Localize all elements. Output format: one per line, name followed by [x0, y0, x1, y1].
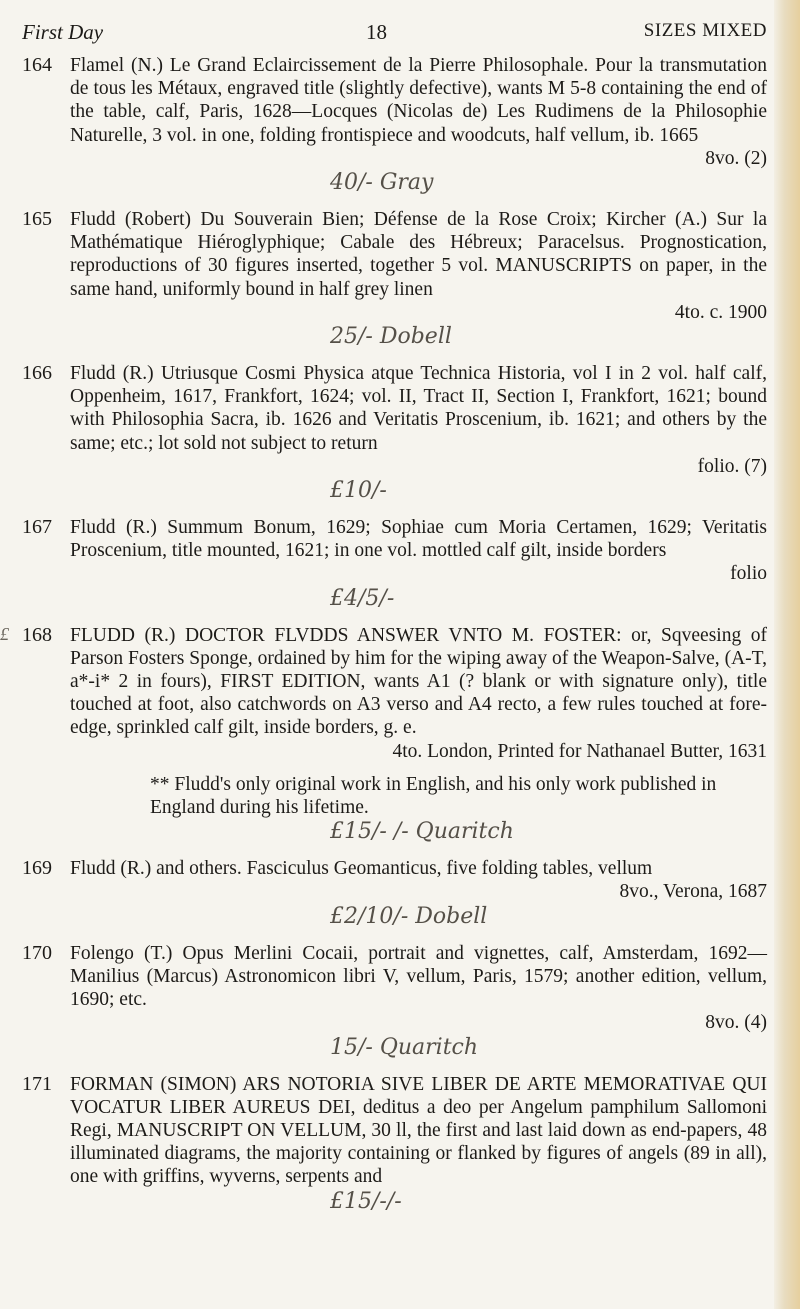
lot-number: 165 — [22, 208, 52, 231]
handwritten-price: 15/- Quaritch — [330, 1034, 479, 1060]
lot-description: Fludd (Robert) Du Souverain Bien; Défense de la Rose Croix; Kircher (A.) Sur la Mathématique Hiéroglyphique; Cabale des Hébreux; Paracelsus. Prognostication, reproductions of 30 figures inserted, together 5 vol. MANUSCRIPTS on paper, in the same hand, uniformly bound in half grey linen — [70, 209, 767, 300]
lot-number: 167 — [22, 516, 52, 539]
lot-number: 166 — [22, 362, 52, 385]
lot-number: 168 — [22, 623, 52, 646]
lot-description: FLUDD (R.) DOCTOR FLVDDS ANSWER VNTO M. FOSTER: or, Sqveesing of Parson Fosters Sponge, ordained by him for the wiping away of the Weapon-Salve, (A-T, a*-i* 2 in fours), FIRST EDITION, wants A1 (? blank or with signature only), title touched at foot, also catchwords on A3 verso and A4 recto, a few rules touched at fore-edge, sprinkled calf gilt, inside borders, g. e. — [70, 624, 767, 739]
margin-annotation: £ — [0, 623, 9, 644]
lot-number: 164 — [22, 54, 52, 76]
lot-description: Fludd (R.) Utriusque Cosmi Physica atque Technica Historia, vol I in 2 vol. half calf, Oppenheim, 1617, Frankfort, 1624; vol. II, Tract II, Section I, Frankfort, 1621; bound with Philosophia Sacra, ib. 1626 and Veritatis Proscenium, ib. 1621; and others by the same; etc.; lot sold not subject to return — [70, 363, 767, 454]
handwritten-price: 25/- Dobell — [330, 324, 452, 350]
page-number: 18 — [366, 20, 387, 44]
lot-format: 4to. c. 1900 — [674, 301, 767, 323]
lot-number: 170 — [22, 941, 52, 964]
handwritten-price: £15/- /- Quaritch — [330, 819, 514, 845]
handwritten-price: £2/10/- Dobell — [330, 903, 488, 929]
lot-entry — [22, 208, 767, 352]
lot-number: 171 — [22, 1072, 52, 1095]
lot-format: 8vo., Verona, 1687 — [619, 881, 767, 903]
handwritten-price: £4/5/- — [330, 585, 395, 611]
lot-format: 8vo. (4) — [705, 1012, 767, 1034]
lot-list — [0, 54, 767, 1217]
lot-format: 8vo. (2) — [705, 147, 767, 169]
lot-description: FORMAN (SIMON) ARS NOTORIA SIVE LIBER DE ARTE MEMORATIVAE QUI VOCATUR LIBER AUREUS DEI, deditus a deo per Angelum pamphilum Sallomoni Regi, MANUSCRIPT ON VELLUM, 30 ll, the first and last laid down as end-papers, 48 illuminated diagrams, the majority containing or flanked by figures of angels (89 in all), one with griffins, wyverns, serpents and — [70, 1073, 767, 1188]
lot-entry — [22, 54, 767, 198]
page-edge — [774, 0, 800, 1309]
lot-description: Flamel (N.) Le Grand Eclaircissement de la Pierre Philosophale. Pour la transmutation de tous les Métaux, engraved title (slightly defective), wants M 5-8 containing the end of the table, calf, Paris, 1628—Locques (Nicolas de) Les Rudimens de la Philosophie Naturelle, 3 vol. in one, folding frontispiece and woodcuts, half vellum, ib. 1665 — [70, 55, 767, 146]
lot-description: Folengo (T.) Opus Merlini Cocaii, portrait and vignettes, calf, Amsterdam, 1692—Manilius (Marcus) Astronomicon libri V, vellum, Paris, 1579; another edition, vellum, 1690; etc. — [70, 942, 767, 1011]
handwritten-price: £15/-/- — [330, 1188, 402, 1214]
lot-number: 169 — [22, 857, 52, 880]
header-day: First Day — [22, 20, 104, 44]
lot-description: Fludd (R.) and others. Fasciculus Geomanticus, five folding tables, vellum — [70, 858, 653, 880]
lot-entry — [22, 516, 767, 614]
lot-entry — [0, 623, 767, 848]
lot-entry — [22, 362, 767, 506]
header-section: SIZES MIXED — [643, 20, 767, 41]
lot-format: folio. (7) — [697, 455, 767, 477]
lot-format: 4to. London, Printed for Nathanael Butter, 1631 — [392, 740, 767, 762]
lot-format: folio — [730, 563, 767, 585]
lot-entry — [22, 1073, 767, 1217]
handwritten-price: £10/- — [330, 478, 387, 504]
lot-entry — [22, 942, 767, 1063]
page-header — [22, 20, 767, 50]
lot-note: ** Fludd's only original work in English, and his only work published in England during his lifetime. — [150, 773, 717, 819]
lot-description: Fludd (R.) Summum Bonum, 1629; Sophiae cum Moria Certamen, 1629; Veritatis Proscenium, title mounted, 1621; in one vol. mottled calf gilt, inside borders — [70, 517, 767, 562]
lot-entry — [22, 857, 767, 931]
handwritten-price: 40/- Gray — [330, 170, 434, 196]
